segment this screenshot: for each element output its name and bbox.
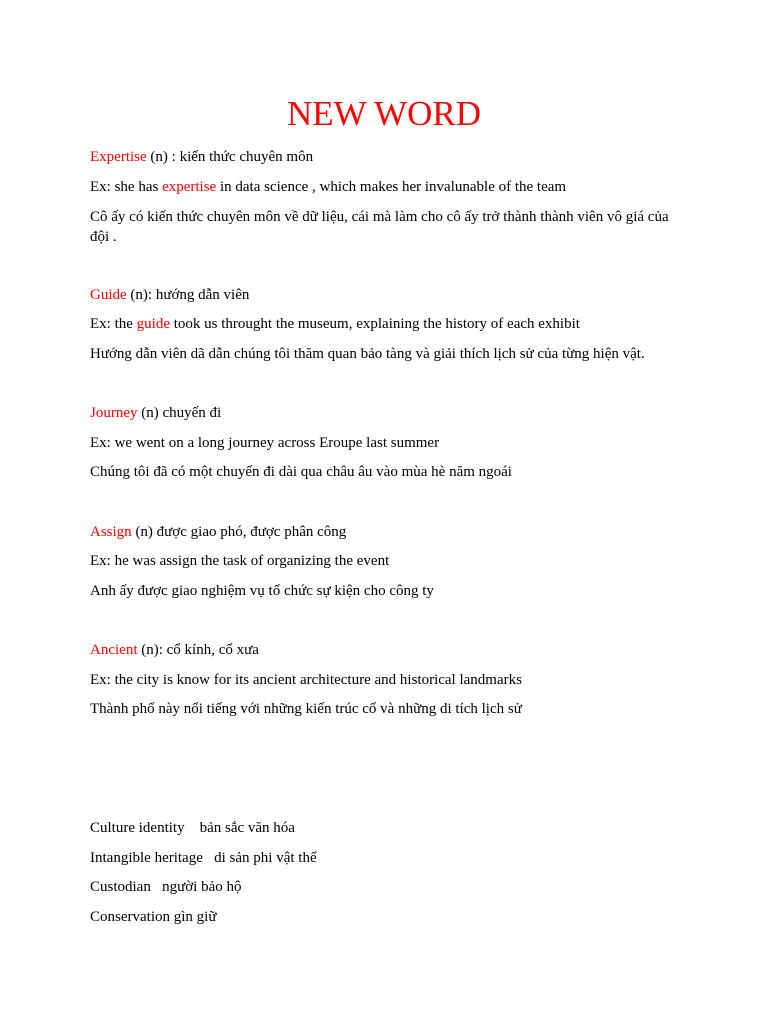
example-suffix: took us throught the museum, explaining the history of each exhibit [169,316,580,332]
vocab-definition: (n) chuyến đi [137,405,222,421]
vocab-list-item: Culture identity bản sắc văn hóa [90,820,295,836]
entry-ancient-translation: Thành phố này nổi tiếng với những kiến trúc cổ và những di tích lịch sử [90,701,522,717]
entry-guide-heading [90,285,249,305]
vocab-list-item: Conservation gìn giữ [90,909,217,925]
vocab-definition: (n): hướng dẫn viên [126,287,250,303]
vocab-word: Ancient [90,642,138,658]
vocab-list-item: Custodian người bảo hộ [90,879,242,895]
vocab-list-item: Intangible heritage di sản phi vật thể [90,850,317,866]
entry-expertise-example [90,177,566,197]
entry-ancient-example: Ex: the city is know for its ancient architecture and historical landmarks [90,672,522,688]
vocab-word: Assign [90,524,132,540]
entry-assign-example: Ex: he was assign the task of organizing the event [90,553,390,569]
vocab-definition: (n): cổ kính, cổ xưa [137,642,259,658]
vocab-definition: (n) : kiến thức chuyên môn [146,149,314,165]
entry-ancient-heading [90,640,259,660]
entry-expertise-heading [90,147,313,167]
vocab-word: Expertise [90,149,147,165]
entry-guide-example [90,314,580,334]
vocab-definition: (n) được giao phó, được phân công [131,524,347,540]
entry-assign-translation: Anh ấy được giao nghiệm vụ tổ chức sự kiện cho công ty [90,583,434,599]
example-highlight-word: expertise [162,179,217,195]
entry-journey-translation: Chúng tôi đã có một chuyến đi dài qua châu âu vào mùa hè năm ngoái [90,464,512,480]
entry-assign-heading [90,522,346,542]
example-prefix: Ex: the [90,316,137,332]
entry-journey-example: Ex: we went on a long journey across Eroupe last summer [90,435,440,451]
example-suffix: in data science , which makes her invalunable of the team [216,179,567,195]
example-prefix: Ex: she has [90,179,163,195]
page-title: NEW WORD [286,94,482,133]
example-highlight-word: guide [136,316,170,332]
entry-journey-heading [90,403,221,423]
vocab-word: Journey [90,405,138,421]
entry-expertise-translation: Cô ấy có kiến thức chuyên môn về dữ liệu, cái mà làm cho cô ấy trở thành thành viên vô giá của đội . [90,209,669,245]
vocab-word: Guide [90,287,127,303]
entry-guide-translation: Hướng dẫn viên dã dẫn chúng tôi thăm quan bảo tàng và giải thích lịch sử của từng hiện vật. [90,346,645,362]
